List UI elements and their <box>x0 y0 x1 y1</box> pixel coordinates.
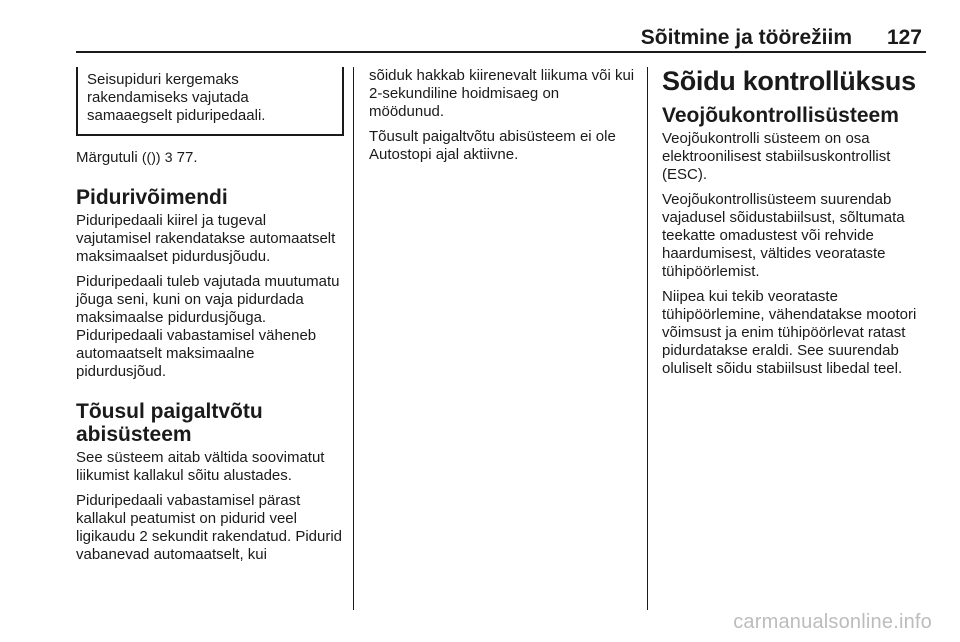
column-3 <box>662 67 928 385</box>
column-2 <box>369 67 637 171</box>
brake-paragraph-1: Piduripedaali kiirel ja tugeval vajutamisel rakendatakse automaatselt maksimaalset pidurdusjõudu. <box>76 212 336 265</box>
traction-paragraph-3: Niipea kui tekib veorataste tühipöörlemine, vähendatakse mootori võimsust ja enim tühipöörlevat ratast pidurdatakse eraldi. See suurendab oluliselt sõidu stabiilsust libedal teel. <box>662 288 917 377</box>
heading-traction-control: Veojõukontrollisüsteem <box>662 104 899 127</box>
column-divider-2 <box>647 67 648 610</box>
traction-paragraph-2: Veojõukontrollisüsteem suurendab vajadusel sõidustabiilsust, sõltumata teekatte omadustest või rehvide haardumisest, vältides veorataste tühipöörlemist. <box>662 191 905 280</box>
column-1 <box>76 67 344 571</box>
heading-brake-assist: Pidurivõimendi <box>76 186 228 209</box>
indicator-page-link[interactable]: 77. <box>176 149 198 166</box>
indicator-reference <box>76 148 344 167</box>
heading-driving-control: Sõidu kontrollüksus <box>662 66 916 96</box>
heading-hill-start-assist: Tõusul paigaltvõtu abisüsteem <box>76 400 263 446</box>
header-divider <box>76 51 926 53</box>
page-number: 127 <box>886 26 922 49</box>
column-divider-1 <box>353 67 354 610</box>
indicator-label: Märgutuli <box>76 149 138 166</box>
traction-paragraph-1: Veojõukontrolli süsteem on osa elektroonilisest stabiilsuskontrollist (ESC). <box>662 130 891 183</box>
brake-warning-icon: (()) <box>141 149 161 165</box>
hill-autostop-note: Tõusult paigaltvõtu abisüsteem ei ole Autostopi ajal aktiivne. <box>369 128 616 163</box>
watermark: carmanualsonline.info <box>733 611 932 633</box>
notice-box <box>76 67 344 136</box>
page-header <box>76 26 926 50</box>
hill-paragraph-2: Piduripedaali vabastamisel pärast kallakul peatumist on pidurid veel ligikaudu 2 sekundit rakendatud. Pidurid vabanevad automaatselt, kui <box>76 492 343 563</box>
hill-paragraph-1: See süsteem aitab vältida soovimatut liikumist kallakul sõitu alustades. <box>76 449 325 484</box>
page-reference-arrow-icon: 3 <box>164 149 173 165</box>
brake-paragraph-2: Piduripedaali tuleb vajutada muutumatu jõuga seni, kuni on vaja pidurdada maksimaalse pidurdusjõuga. Piduripedaali vabastamisel väheneb automaatselt maksimaalne pidurdusjõud. <box>76 273 340 380</box>
notice-text: Seisupiduri kergemaks rakendamiseks vajutada samaaegselt piduripedaali. <box>87 71 266 124</box>
section-title: Sõitmine ja töörežiim <box>640 26 852 49</box>
hill-paragraph-continued: sõiduk hakkab kiirenevalt liikuma või kui 2-sekundiline hoidmisaeg on möödunud. <box>369 67 635 120</box>
